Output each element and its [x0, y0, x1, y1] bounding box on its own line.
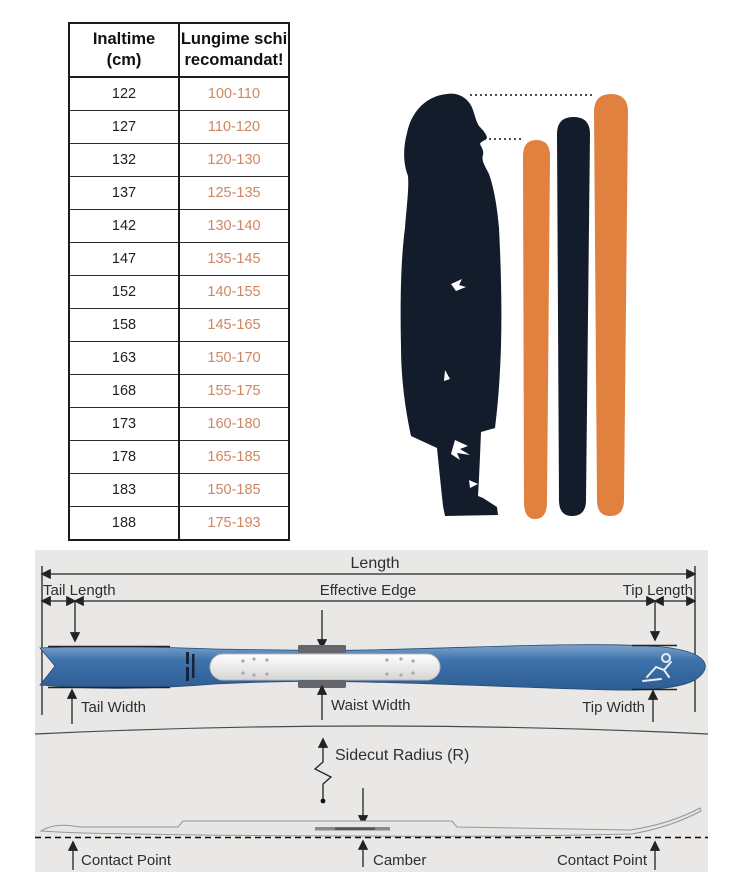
- height-cell: 127: [69, 111, 179, 144]
- table-row: [69, 144, 289, 177]
- ski-length-cell: 140-155: [179, 276, 289, 309]
- short-ski: [523, 140, 550, 519]
- height-cell: 152: [69, 276, 179, 309]
- table-row: [69, 342, 289, 375]
- height-cell: 122: [69, 77, 179, 111]
- table-row: [69, 309, 289, 342]
- sidecut-radius-dot: [321, 799, 326, 804]
- height-cell: 183: [69, 474, 179, 507]
- tip-width-label: Tip Width: [582, 699, 645, 716]
- ski-tail-brand-mark: [186, 652, 189, 664]
- ski-tail-brand-mark: [192, 654, 195, 678]
- ski-length-cell: 130-140: [179, 210, 289, 243]
- height-header-line1: Inaltime: [92, 30, 156, 49]
- person-silhouette: [401, 94, 502, 516]
- height-cell: 178: [69, 441, 179, 474]
- table-row: [69, 243, 289, 276]
- size-chart: [68, 22, 290, 541]
- ski-length-cell: 150-170: [179, 342, 289, 375]
- waist-width-label: Waist Width: [331, 697, 411, 714]
- effective-edge-label: Effective Edge: [319, 582, 417, 599]
- table-header-row: [69, 23, 289, 77]
- person-ski-illustration: [395, 88, 665, 520]
- table-row: [69, 77, 289, 111]
- binding-plate: [210, 654, 440, 680]
- height-cell: 188: [69, 507, 179, 541]
- ski-length-column-header: [179, 23, 289, 77]
- ski-length-cell: 160-180: [179, 408, 289, 441]
- binding-tab-top: [298, 645, 346, 653]
- table-row: [69, 474, 289, 507]
- ski-length-cell: 145-165: [179, 309, 289, 342]
- height-header-line2: (cm): [106, 51, 142, 69]
- contact-point-left-label: Contact Point: [81, 852, 172, 869]
- ski-length-cell: 135-145: [179, 243, 289, 276]
- camber-label: Camber: [373, 852, 427, 869]
- length-label: Length: [350, 555, 400, 572]
- table-row: [69, 375, 289, 408]
- ski-length-cell: 110-120: [179, 111, 289, 144]
- ski-anatomy-panel: [35, 550, 708, 872]
- ski-length-cell: 150-185: [179, 474, 289, 507]
- size-chart-table: [68, 22, 290, 541]
- ski-length-header-line1: Lungime schi: [180, 30, 288, 49]
- table-row: [69, 408, 289, 441]
- tail-length-label: Tail Length: [43, 582, 116, 599]
- ski-length-cell: 155-175: [179, 375, 289, 408]
- tip-length-label: Tip Length: [622, 582, 693, 599]
- ski-tail-brand-mark: [186, 667, 189, 681]
- ski-length-cell: 125-135: [179, 177, 289, 210]
- height-cell: 132: [69, 144, 179, 177]
- sidecut-radius-line: [315, 739, 331, 799]
- height-cell: 158: [69, 309, 179, 342]
- sidecut-radius-label: Sidecut Radius (R): [335, 747, 470, 764]
- medium-ski: [557, 117, 590, 516]
- height-cell: 168: [69, 375, 179, 408]
- ski-side-profile: [41, 808, 701, 836]
- height-cell: 163: [69, 342, 179, 375]
- height-column-header: [69, 23, 179, 77]
- table-row: [69, 210, 289, 243]
- table-row: [69, 276, 289, 309]
- height-cell: 147: [69, 243, 179, 276]
- ski-length-cell: 175-193: [179, 507, 289, 541]
- sidecut-arc: [35, 726, 708, 734]
- height-cell: 173: [69, 408, 179, 441]
- height-cell: 137: [69, 177, 179, 210]
- ski-length-header-line2: recomandat!: [184, 51, 284, 69]
- ski-anatomy-diagram: [35, 550, 708, 872]
- contact-point-right-label: Contact Point: [556, 852, 647, 869]
- size-chart-body: [69, 77, 289, 540]
- ski-length-cell: 120-130: [179, 144, 289, 177]
- ski-length-cell: 165-185: [179, 441, 289, 474]
- table-row: [69, 177, 289, 210]
- height-cell: 142: [69, 210, 179, 243]
- profile-binding-text-mark: [335, 828, 375, 831]
- ski-length-cell: 100-110: [179, 77, 289, 111]
- table-row: [69, 111, 289, 144]
- table-row: [69, 441, 289, 474]
- tail-width-label: Tail Width: [81, 699, 147, 716]
- tall-ski: [594, 94, 628, 516]
- table-row: [69, 507, 289, 541]
